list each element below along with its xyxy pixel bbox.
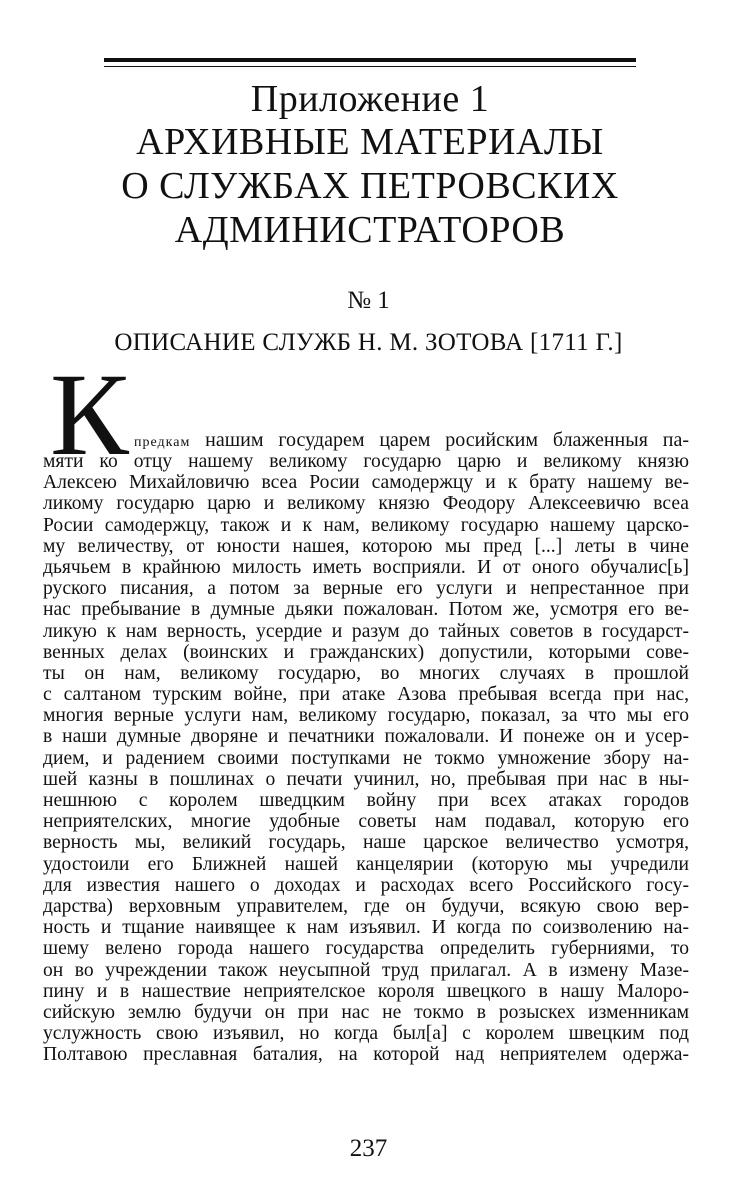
body-text-line: му величеству, от юности нашея, которою мы пред [...] леты в чине xyxy=(43,535,689,557)
body-text-line: ность и тщание наивящее к нам изъявил. И когда по соизволению на- xyxy=(43,917,689,939)
body-text-line: Алексею Михайловичю всеа Росии самодержцу и к брату нашему ве- xyxy=(43,472,689,494)
body-text-line: мяти ко отцу нашему великому государю царю и великому князю xyxy=(43,451,689,472)
body-text-line: шей казны в пошлинах о печати учинил, но, пребывая при нас в ны- xyxy=(43,768,689,790)
body-text-line: он во учреждении також неусыпной труд прилагал. А в измену Мазе- xyxy=(43,959,689,981)
body-text-line: ликую к нам верность, усердие и разум до тайных советов в государст- xyxy=(43,620,689,642)
lead-line-text: нашим государем царем росийским блаженныя па- xyxy=(190,429,689,451)
body-text-line: руского писания, а потом за верные его услуги и непрестанное при xyxy=(43,578,689,600)
body-text-line: сийскую землю будучи он при нас не токмо в розыскех изменникам xyxy=(43,1001,689,1023)
body-text xyxy=(43,451,689,1065)
body-text-line: для известия нашего о доходах и расходах всего Российского госу- xyxy=(43,874,689,896)
body-text-line: пину и в нашествие неприятелское короля швецкого в нашу Малоро- xyxy=(43,980,689,1002)
body-text-line: венных делах (воинских и гражданских) допустили, которыми сове- xyxy=(43,641,689,663)
body-text-line: в наши думные дворяне и печатники пожаловали. И понеже он и усер- xyxy=(43,726,689,748)
body-text-line: Росии самодержцу, також и к нам, великому государю нашему царско- xyxy=(43,514,689,536)
page-number: 237 xyxy=(349,1135,388,1162)
appendix-title-line: О СЛУЖБАХ ПЕТРОВСКИХ xyxy=(121,165,619,207)
header-rule-thick xyxy=(104,58,636,62)
drop-cap-letter: К xyxy=(50,349,129,480)
body-text-line: дарства) верховным управителем, где он будучи, всякую свою вер- xyxy=(43,895,689,917)
body-text-line: ликому государю царю и великому князю Феодору Алексеевичю всеа xyxy=(43,493,689,515)
body-text-line: удостоили его Ближней нашей канцелярии (которую мы учредили xyxy=(43,853,689,875)
appendix-title-line: АРХИВНЫЕ МАТЕРИАЛЫ xyxy=(136,121,604,163)
body-text-line: ты он нам, великому государю, во многих случаях в прошлой xyxy=(43,662,689,684)
body-text-line: нас пребывание в думные дьяки пожалован. Потом же, усмотря его ве- xyxy=(43,599,689,621)
body-text-line: с салтаном турским войне, при атаке Азова пребывая всегда при нас, xyxy=(43,684,689,706)
document-subtitle: ОПИСАНИЕ СЛУЖБ Н. М. ЗОТОВА [1711 Г.] xyxy=(114,329,623,356)
body-text-line: услужность свою изъявил, но когда был[а] с королем швецким под xyxy=(43,1023,689,1045)
document-number: № 1 xyxy=(347,287,390,314)
appendix-label: Приложение 1 xyxy=(250,78,490,120)
body-text-line: шему велено города нашего государства определить губерниями, то xyxy=(43,938,689,960)
body-text-line: верность мы, великий государь, наше царское величество усмотря, xyxy=(43,832,689,854)
appendix-title-block xyxy=(60,78,680,252)
body-text-line: дьячьем в крайнюю милость иметь восприяли. И от оного обучалис[ь] xyxy=(43,556,689,578)
body-text-line: Полтавою преславная баталия, на которой над неприятелем одержа- xyxy=(43,1044,689,1066)
body-text-line: дием, и радением своими поступками не токмо умножение збору на- xyxy=(43,747,689,769)
body-text-line: многия верные услуги нам, великому государю, показал, за что мы его xyxy=(43,705,689,727)
header-rule-thin xyxy=(104,66,636,67)
body-text-line: нешнюю с королем шведцким войну при всех атаках городов xyxy=(43,790,689,811)
body-text-line: неприятелских, многие удобные советы нам подавал, которую его xyxy=(43,811,689,833)
appendix-title-line: АДМИНИСТРАТОРОВ xyxy=(174,209,566,251)
lead-word-smallcaps: предкам xyxy=(134,435,191,450)
